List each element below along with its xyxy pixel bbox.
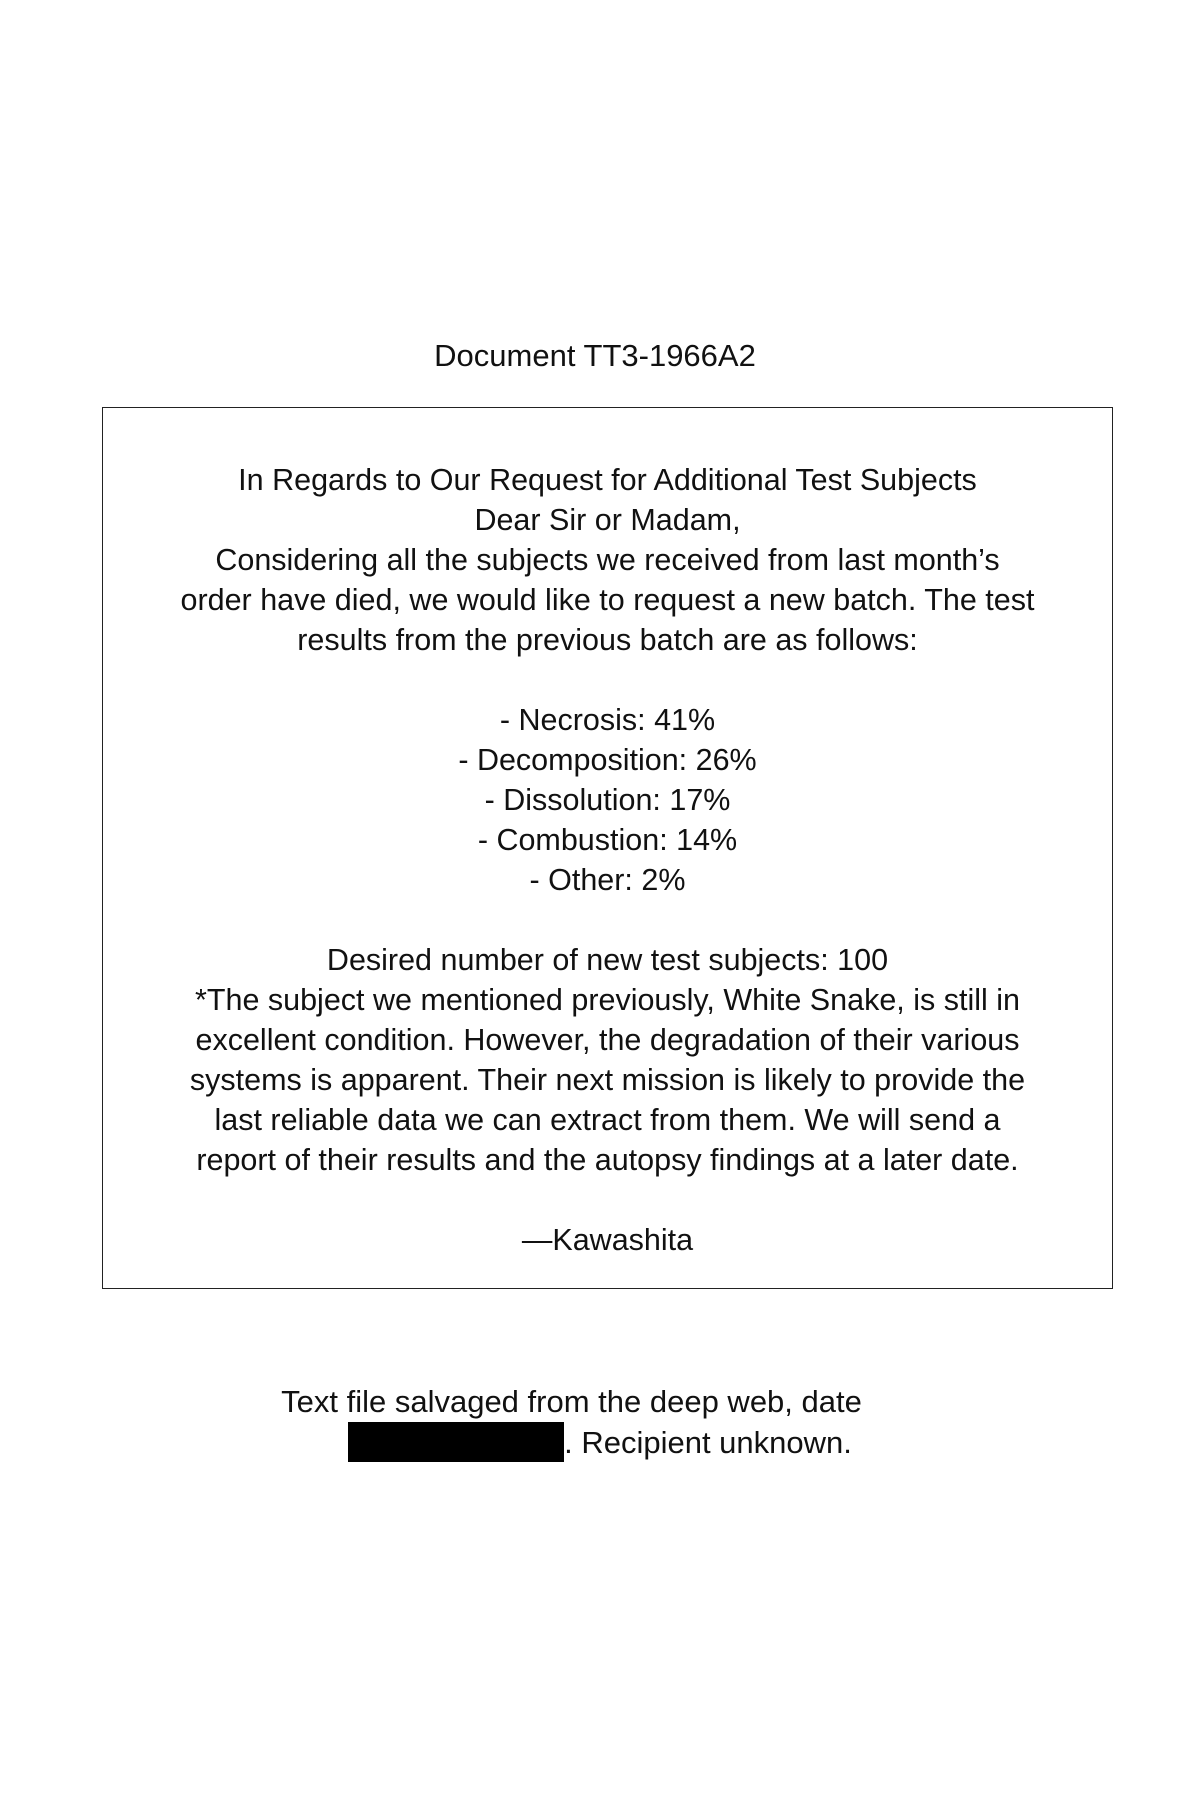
spacer (103, 660, 1112, 700)
footer-line-2 (0, 1422, 1200, 1463)
letter-body (103, 408, 1112, 1260)
spacer (103, 900, 1112, 940)
desired-subjects: Desired number of new test subjects: 100 (326, 943, 889, 977)
note-line: last reliable data we can extract from them. We will send a (214, 1103, 1001, 1137)
result-item: - Other: 2% (529, 863, 686, 897)
intro-line: results from the previous batch are as follows: (297, 623, 918, 657)
result-item: - Dissolution: 17% (484, 783, 731, 817)
footer-line-2-text: . Recipient unknown. (564, 1425, 852, 1460)
result-item: - Decomposition: 26% (458, 743, 757, 777)
spacer (103, 1180, 1112, 1220)
note-line: *The subject we mentioned previously, White Snake, is still in (194, 983, 1020, 1017)
note-line: report of their results and the autopsy findings at a later date. (196, 1143, 1019, 1177)
letter-subject: In Regards to Our Request for Additional Test Subjects (238, 463, 977, 497)
note-line: excellent condition. However, the degradation of their various (195, 1023, 1020, 1057)
note-line: systems is apparent. Their next mission is likely to provide the (189, 1063, 1026, 1097)
letter-box (102, 407, 1113, 1289)
result-item: - Combustion: 14% (477, 823, 738, 857)
document-id-heading: Document TT3-1966A2 (434, 338, 756, 373)
letter-signature: —Kawashita (521, 1223, 694, 1257)
footer-line-1: Text file salvaged from the deep web, date (281, 1384, 862, 1419)
letter-salutation: Dear Sir or Madam, (474, 503, 741, 537)
redaction-bar (348, 1422, 564, 1462)
intro-line: Considering all the subjects we received from last month’s (215, 543, 1000, 577)
footer-caption (0, 1382, 1200, 1463)
intro-line: order have died, we would like to request a new batch. The test (180, 583, 1035, 617)
result-item: - Necrosis: 41% (499, 703, 716, 737)
